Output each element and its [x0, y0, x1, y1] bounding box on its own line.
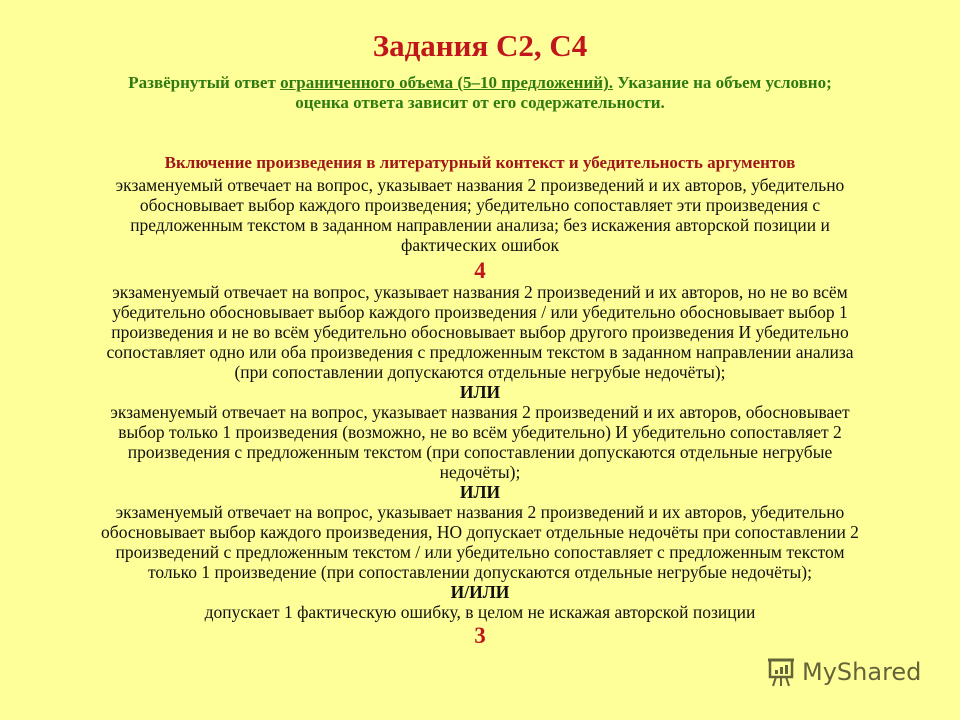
criterion-line: экзаменуемый отвечает на вопрос, указывает названия 2 произведений и их авторов, но не во всём — [112, 282, 848, 302]
or-separator: ИЛИ — [459, 482, 501, 502]
presentation-icon — [766, 655, 796, 689]
criterion-line: только 1 произведение (при сопоставлении допускаются отдельные негрубые недочёты); — [148, 562, 812, 582]
intro-line-1 — [0, 73, 960, 93]
slide-title: Задания С2, С4 — [372, 28, 588, 63]
or-separator: И/ИЛИ — [450, 582, 510, 602]
score-3: 3 — [474, 623, 486, 648]
criterion-line: произведений с предложенным текстом / или убедительно сопоставляет с предложенным текстом — [115, 542, 845, 562]
criterion-heading: Включение произведения в литературный контекст и убедительность аргументов — [164, 153, 796, 172]
criterion-line: недочёты); — [439, 462, 521, 482]
criterion-line: предложенным текстом в заданном направлении анализа; без искажения авторской позиции и — [130, 215, 830, 235]
criterion-line: (при сопоставлении допускаются отдельные негрубые недочёты); — [234, 362, 726, 382]
intro-text-b: Указание на объем условно; — [612, 73, 832, 92]
or-separator: ИЛИ — [459, 382, 501, 402]
watermark-text: MyShared — [802, 658, 922, 686]
criterion-line: произведения с предложенным текстом (при сопоставлении допускаются отдельные негрубые — [127, 442, 833, 462]
criterion-line: обосновывает выбор каждого произведения; убедительно сопоставляет эти произведения с — [139, 195, 821, 215]
criterion-line: сопоставляет одно или оба произведения с предложенным текстом в заданном направлении анализа — [106, 342, 854, 362]
criterion-line: убедительно обосновывает выбор каждого произведения / или убедительно обосновывает выбор 1 — [112, 302, 848, 322]
intro-underlined: ограниченного объема (5–10 предложений). — [280, 73, 613, 92]
criterion-line: допускает 1 фактическую ошибку, в целом не искажая авторской позиции — [204, 602, 756, 622]
intro-line-2: оценка ответа зависит от его содержательности. — [295, 93, 665, 112]
criterion-line: выбор только 1 произведения (возможно, не во всём убедительно) И убедительно сопоставляет 2 — [118, 422, 842, 442]
criterion-line: обосновывает выбор каждого произведения, НО допускает отдельные недочёты при сопоставлении 2 — [101, 522, 859, 542]
intro-text-a: Развёрнутый ответ — [128, 73, 281, 92]
criterion-line: экзаменуемый отвечает на вопрос, указывает названия 2 произведений и их авторов, убедительно — [115, 175, 845, 195]
score-4: 4 — [474, 258, 486, 283]
criterion-line: произведения и не во всём убедительно обосновывает выбор другого произведения И убедительно — [111, 322, 849, 342]
criterion-line: экзаменуемый отвечает на вопрос, указывает названия 2 произведений и их авторов, обосновывает — [110, 402, 850, 422]
criterion-line: экзаменуемый отвечает на вопрос, указывает названия 2 произведений и их авторов, убедительно — [115, 502, 845, 522]
myshared-watermark — [766, 655, 921, 689]
criterion-line: фактических ошибок — [401, 235, 559, 255]
